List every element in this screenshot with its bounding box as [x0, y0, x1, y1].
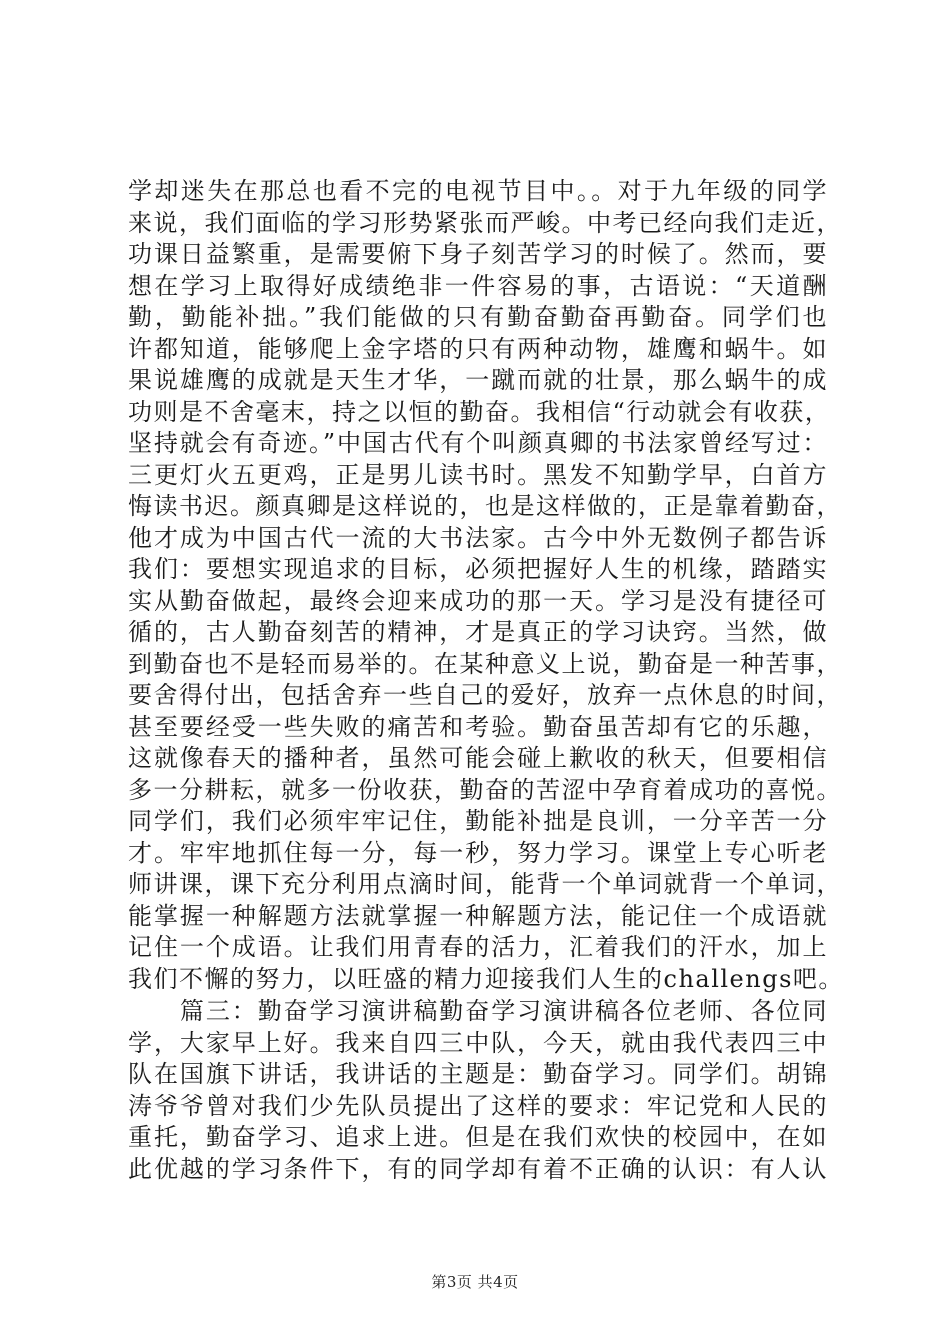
text-line: 此优越的学习条件下，有的同学却有着不正确的认识：有人认: [128, 1154, 828, 1183]
text-line: 想在学习上取得好成绩绝非一件容易的事，古语说：“天道酬: [128, 271, 828, 300]
text-line: 学却迷失在那总也看不完的电视节目中。。对于九年级的同学: [128, 177, 828, 205]
text-line: 他才成为中国古代一流的大书法家。古今中外无数例子都告诉: [128, 523, 828, 552]
text-line: 甚至要经受一些失败的痛苦和考验。勤奋虽苦却有它的乐趣，: [128, 712, 828, 741]
text-line: 我们：要想实现追求的目标，必须把握好人生的机缘，踏踏实: [128, 555, 828, 583]
text-line: 队在国旗下讲话，我讲话的主题是：勤奋学习。同学们。胡锦: [128, 1060, 828, 1088]
text-line: 才。牢牢地抓住每一分，每一秒，努力学习。课堂上专心听老: [128, 838, 828, 867]
text-line: 坚持就会有奇迹。”中国古代有个叫颜真卿的书法家曾经写过：: [128, 429, 828, 457]
text-line: 功则是不舍毫末，持之以恒的勤奋。我相信“行动就会有收获，: [128, 397, 831, 426]
body-paragraph-1: [128, 176, 844, 995]
text-line: 重托，勤奋学习、追求上进。但是在我们欢快的校园中，在如: [128, 1123, 828, 1151]
text-line: 勤，勤能补拙。”我们能做的只有勤奋勤奋再勤奋。同学们也: [128, 303, 828, 331]
text-line: 能掌握一种解题方法就掌握一种解题方法，能记住一个成语就: [128, 901, 828, 930]
body-paragraph-2: [128, 996, 828, 1185]
text-line: 来说，我们面临的学习形势紧张而严峻。中考已经向我们走近，: [128, 208, 842, 237]
page-footer: [0, 1271, 950, 1292]
text-line: 悔读书迟。颜真卿是这样说的，也是这样做的，正是靠着勤奋，: [128, 492, 842, 520]
text-line: 涛爷爷曾对我们少先队员提出了这样的要求：牢记党和人民的: [128, 1091, 828, 1120]
text-line: 多一分耕耘，就多一份收获，勤奋的苦涩中孕育着成功的喜悦。: [128, 775, 842, 804]
text-line: 篇三：勤奋学习演讲稿勤奋学习演讲稿各位老师、各位同: [128, 997, 828, 1025]
text-line: 这就像春天的播种者，虽然可能会碰上歉收的秋天，但要相信: [128, 744, 828, 772]
text-line: 循的，古人勤奋刻苦的精神，才是真正的学习诀窍。当然，做: [128, 618, 828, 646]
text-line: 三更灯火五更鸡，正是男儿读书时。黑发不知勤学早，白首方: [128, 460, 828, 489]
text-line: 实从勤奋做起，最终会迎来成功的那一天。学习是没有捷径可: [128, 586, 828, 615]
text-line: 同学们，我们必须牢牢记住，勤能补拙是良训，一分辛苦一分: [128, 807, 828, 835]
page-number: 第3页 共4页: [431, 1273, 519, 1291]
text-line: 我们不懈的努力，以旺盛的精力迎接我们人生的challengs吧。: [128, 964, 844, 993]
text-line: 学，大家早上好。我来自四三中队，今天，就由我代表四三中: [128, 1028, 828, 1057]
text-line: 果说雄鹰的成就是天生才华，一蹴而就的壮景，那么蜗牛的成: [128, 366, 828, 394]
text-line: 到勤奋也不是轻而易举的。在某种意义上说，勤奋是一种苦事，: [128, 649, 842, 678]
text-line: 师讲课，课下充分利用点滴时间，能背一个单词就背一个单词，: [128, 870, 842, 898]
text-line: 要舍得付出，包括舍弃一些自己的爱好，放弃一点休息的时间，: [128, 681, 842, 709]
text-line: 记住一个成语。让我们用青春的活力，汇着我们的汗水，加上: [128, 933, 828, 961]
text-line: 许都知道，能够爬上金字塔的只有两种动物，雄鹰和蜗牛。如: [128, 334, 828, 363]
text-line: 功课日益繁重，是需要俯下身子刻苦学习的时候了。然而，要: [128, 240, 828, 268]
